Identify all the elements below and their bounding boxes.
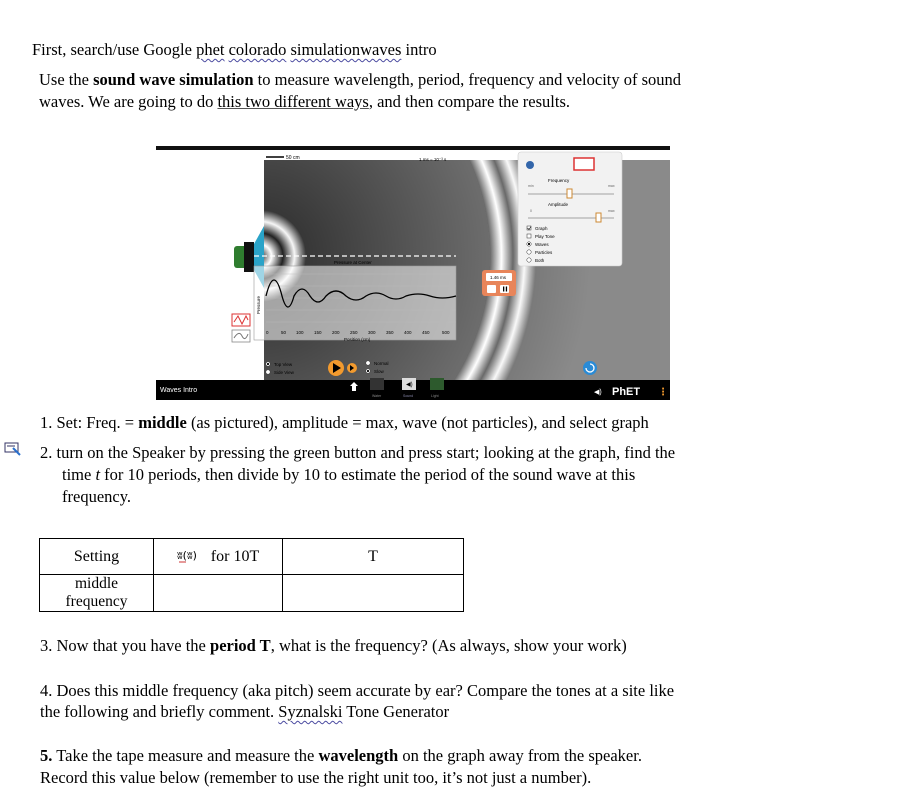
- phet-logo: PhET: [612, 386, 641, 398]
- cell-period[interactable]: [283, 575, 464, 612]
- svg-text:ʬ(ʬ): ʬ(ʬ): [176, 549, 197, 562]
- data-table: [39, 538, 464, 612]
- svg-text:450: 450: [422, 330, 430, 335]
- graph-ylabel: Pressure: [256, 295, 261, 314]
- speaker-body: [244, 242, 254, 272]
- comment-icon[interactable]: [4, 441, 22, 455]
- svg-text:min: min: [528, 184, 534, 188]
- svg-text:Waves: Waves: [535, 242, 549, 247]
- svg-text:Water: Water: [372, 394, 382, 398]
- cell-time-10t[interactable]: [154, 575, 283, 612]
- instruction-line-1: First, search/use Google phet colorado simulationwaves intro: [32, 40, 437, 59]
- measure-tool-icon[interactable]: [574, 158, 594, 170]
- wave-generator-icon: [526, 161, 534, 169]
- time-scale-label: 1 ms = 10⁻³ s: [419, 157, 447, 162]
- link-simulationwaves[interactable]: simulationwaves: [290, 40, 402, 59]
- wave-tool-icon[interactable]: [232, 314, 250, 326]
- step-2-line-3: frequency.: [62, 487, 132, 506]
- svg-text:Particles: Particles: [535, 250, 553, 255]
- row-label-middle-frequency: middle frequency: [40, 575, 154, 612]
- sim-canvas: [156, 146, 670, 400]
- sound-icon: ◀): [406, 382, 413, 388]
- side-view-radio[interactable]: [266, 370, 270, 374]
- svg-text:400: 400: [404, 330, 412, 335]
- svg-text:max: max: [608, 209, 615, 213]
- reset-all-button[interactable]: [583, 361, 597, 375]
- menu-icon[interactable]: ⋮: [658, 387, 668, 398]
- step-2-line-2: time t for 10 periods, then divide by 10 to estimate the period of the sound wave at this: [62, 465, 636, 484]
- scale-label: 50 cm: [286, 155, 300, 161]
- stopwatch-time: 1.46 ms: [490, 275, 507, 280]
- svg-text:Side View: Side View: [274, 370, 294, 375]
- svg-text:Slow: Slow: [374, 369, 384, 374]
- svg-text:200: 200: [332, 330, 340, 335]
- svg-text:Graph: Graph: [535, 226, 548, 231]
- volume-icon[interactable]: ◀): [594, 389, 602, 396]
- time-symbol-icon: [177, 547, 207, 561]
- svg-text:150: 150: [314, 330, 322, 335]
- tab-light[interactable]: [430, 378, 444, 390]
- simulation-screenshot: [156, 146, 670, 400]
- control-panel: [518, 152, 622, 266]
- stopwatch-reset-icon[interactable]: [487, 285, 496, 293]
- svg-text:Both: Both: [535, 258, 545, 263]
- step-1: 1. Set: Freq. = middle (as pictured), amplitude = max, wave (not particles), and select graph: [40, 413, 649, 432]
- svg-text:Light: Light: [431, 394, 439, 398]
- frequency-label: Frequency: [548, 178, 570, 183]
- pressure-center-label: Pressure at Center: [334, 260, 372, 265]
- svg-text:Top View: Top View: [274, 362, 293, 367]
- sim-title: Waves Intro: [160, 387, 198, 394]
- play-tone-checkbox[interactable]: [527, 234, 531, 238]
- svg-text:500: 500: [442, 330, 450, 335]
- instruction-line-2: Use the sound wave simulation to measure wavelength, period, frequency and velocity of sound: [39, 70, 682, 89]
- header-setting: Setting: [40, 539, 154, 575]
- svg-text:max: max: [608, 184, 615, 188]
- header-period: T: [283, 539, 464, 575]
- svg-text:Normal: Normal: [374, 361, 389, 366]
- link-syznalski[interactable]: Syznalski: [278, 702, 343, 721]
- stopwatch-pause-icon[interactable]: [500, 285, 509, 293]
- link-phet[interactable]: phet: [196, 40, 225, 59]
- question-5-line-1: 5. Take the tape measure and measure the wavelength on the graph away from the speaker.: [40, 746, 642, 765]
- normal-speed-radio[interactable]: [366, 361, 370, 365]
- both-radio[interactable]: [527, 258, 531, 262]
- svg-text:50: 50: [281, 330, 287, 335]
- tab-water[interactable]: [370, 378, 384, 390]
- svg-text:0: 0: [266, 330, 269, 335]
- svg-text:300: 300: [368, 330, 376, 335]
- svg-text:0: 0: [530, 209, 532, 213]
- svg-text:350: 350: [386, 330, 394, 335]
- header-time-10t: ʬ(ʬ) for 10T: [154, 539, 283, 575]
- amplitude-label: Amplitude: [548, 202, 569, 207]
- frequency-slider[interactable]: [567, 189, 572, 198]
- link-colorado[interactable]: colorado: [228, 40, 287, 59]
- question-5-line-2: Record this value below (remember to use the right unit too, it’s not just a number).: [40, 768, 592, 787]
- particles-radio[interactable]: [527, 250, 531, 254]
- graph-xlabel: Position (cm): [344, 337, 371, 342]
- amplitude-slider[interactable]: [596, 213, 601, 222]
- question-4-line-2: the following and briefly comment. Syznalski Tone Generator: [40, 702, 450, 721]
- question-4-line-1: 4. Does this middle frequency (aka pitch) seem accurate by ear? Compare the tones at a site like: [40, 681, 675, 700]
- instruction-line-3: waves. We are going to do this two different ways, and then compare the results.: [39, 92, 570, 111]
- svg-text:Play Tone: Play Tone: [535, 234, 555, 239]
- svg-text:250: 250: [350, 330, 358, 335]
- svg-text:100: 100: [296, 330, 304, 335]
- question-3: 3. Now that you have the period T, what is the frequency? (As always, show your work): [40, 636, 627, 655]
- svg-text:Sound: Sound: [403, 394, 414, 398]
- step-2-line-1: 2. turn on the Speaker by pressing the green button and press start; looking at the graph, find the: [40, 443, 676, 462]
